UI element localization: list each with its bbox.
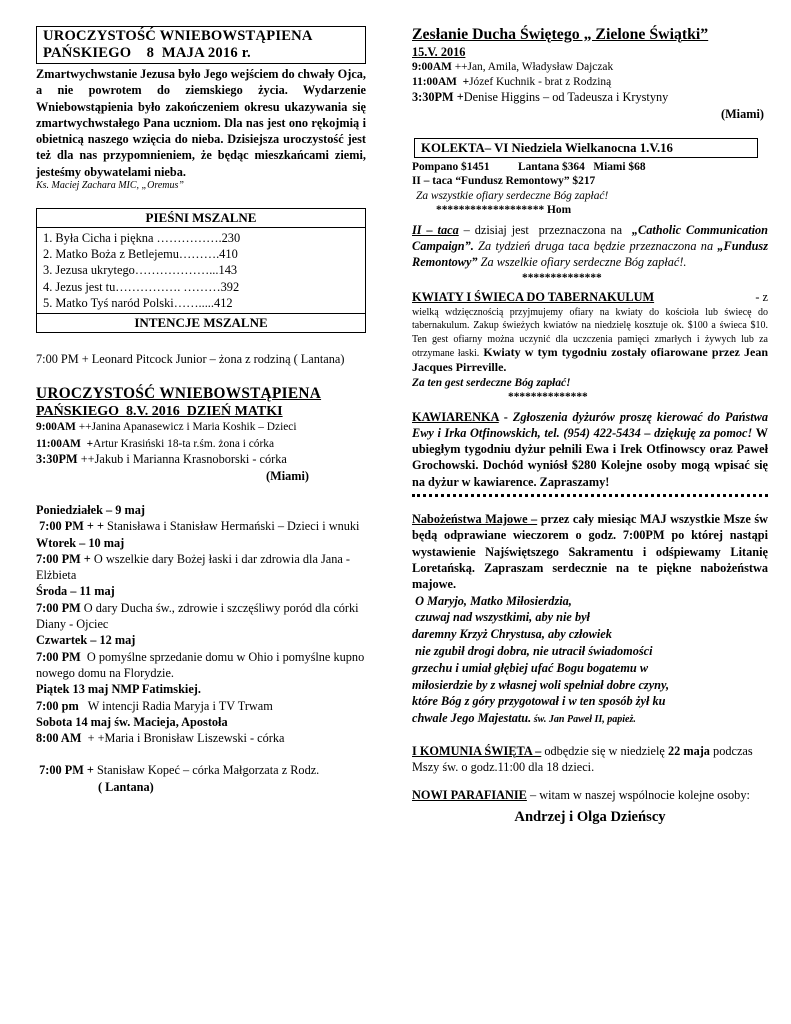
intentions-header: INTENCJE MSZALNE (36, 313, 366, 333)
sunday-title-2: PAŃSKIEGO 8.V. 2016 DZIEŃ MATKI (36, 404, 283, 420)
sunday-1100-time: 11:00AM + (36, 437, 94, 450)
ascension-header-box (36, 26, 366, 64)
kwiaty-heading (412, 289, 768, 305)
pentecost-900-time: 9:00AM (412, 61, 452, 74)
lantana-saturday-text: Stanisław Kopeć – córka Małgorzata z Rodz. (93, 763, 320, 778)
tuesday-day: Wtorek – 10 maj (36, 535, 125, 550)
kolekta-amounts: Pompano $1451 Lantana $364 Miami $68 (412, 160, 646, 173)
taca-label: II – taca (412, 222, 459, 237)
pentecost-miami: (Miami) (720, 106, 764, 121)
sunday-330 (36, 451, 366, 467)
lantana-intention (36, 351, 366, 367)
kwiaty-title: KWIATY I ŚWIECA DO TABERNAKULUM (412, 290, 655, 305)
songs-header: PIEŚNI MSZALNE (36, 208, 366, 228)
songs-box (36, 208, 366, 333)
tuesday-text: O wszelkie dary Bożej łaski i dar zdrowia dla Jana - Elżbieta (36, 551, 350, 583)
lantana-saturday (36, 762, 366, 795)
monday-time: 7:00 PM + + (36, 519, 104, 534)
lantana-saturday-time: 7:00 PM + (36, 763, 94, 778)
prayer-line-last (412, 710, 768, 727)
kawiarenka-contact: Zgłoszenia dyżurów proszę kierować do Państwa Ewy i Irka Otfinowskich, tel. (954) 422-5434 – dziękuję za pomoc! (412, 409, 768, 440)
first-communion-title: I KOMUNIA ŚWIĘTA – (412, 743, 542, 758)
taca-text-1: – dzisiaj jest przeznaczona na (458, 222, 632, 237)
thursday-time: 7:00 PM (36, 649, 81, 664)
right-column (412, 26, 768, 827)
friday-time: 7:00 pm (36, 698, 79, 713)
prayer-line: grzechu i umiał głębiej ufać Bogu bogatemu w (412, 660, 649, 675)
kwiaty-body: wielką wdzięcznością przyjmujemy ofiary na kwiaty do kościoła lub świecę do tabernakulum. Zakup świeżych kwiatów na niedzielę kosztuje ok. $100 a świeca $10. Ten gest ofiarny można uczynić dla uczczenia pamięci zmarłych i żywych lub za otrzymane łaski. (412, 306, 768, 360)
kawiarenka-info: W ubiegłym tygodniu dyżur pełnili Ewa i Irek Otfinowscy oraz Paweł Grochowski. Dochód wyniósł $280 Kolejne osoby mogą wpisać się na dyżur w kawiarence. Zapraszamy! (412, 425, 768, 489)
song-item: 3. Jezusa ukrytego………………...143 (43, 263, 238, 278)
tuesday-time: 7:00 PM + (36, 551, 91, 566)
sunday-miami: (Miami) (266, 468, 310, 483)
stars-divider-2: ************** (508, 391, 588, 404)
tuesday-intention (36, 551, 366, 584)
wednesday-text: O dary Ducha św., zdrowie i szczęśliwy poród dla córki Diany - Ojciec (36, 600, 359, 632)
prayer-line: nie zgubił drogi dobra, nie utracił świadomości (412, 643, 653, 658)
pentecost-1100-text: Józef Kuchnik - brat z Rodziną (469, 75, 612, 88)
majowe-text: przez cały miesiąc MAJ wszystkie Msze św będą odprawiane wieczorem o godz. 7:00PM po której nastąpi wystawienie Najświętszego Sakramentu i odśpiewamy Litanię Loretańską. Zapraszam serdecznie na te piękne nabożeństwa majowe. (412, 512, 768, 592)
pentecost-330-time: 3:30PM + (412, 90, 464, 105)
saturday-text: + +Maria i Bronisław Liszewski - córka (81, 731, 285, 746)
taca-text-2: „Catholic Communication Campaign”. (412, 222, 769, 254)
kwiaty-thanks: Za ten gest serdeczne Bóg zapłać! (412, 376, 571, 389)
left-column (36, 26, 366, 795)
new-parishioners-text: – witam w naszej wspólnocie kolejne osoby: (526, 788, 750, 803)
kolekta-taca: II – taca “Fundusz Remontowy” $217 (412, 175, 596, 188)
friday-day: Piątek 13 maj NMP Fatimskiej. (36, 682, 201, 697)
majowe (412, 511, 768, 592)
lantana-saturday-place: ( Lantana) (98, 779, 154, 794)
sunday-1100 (36, 437, 366, 452)
ascension-header-line1: UROCZYSTOŚĆ WNIEBOWSTĄPIENA (43, 28, 313, 44)
weekday-intentions (36, 502, 366, 746)
prayer-line: O Maryjo, Matko Miłosierdzia, (412, 593, 572, 608)
new-parishioners (412, 787, 768, 803)
kolekta-title: KOLEKTA– VI Niedziela Wielkanocna 1.V.16 (414, 138, 758, 158)
pentecost-1100 (412, 75, 768, 90)
saturday-time: 8:00 AM (36, 731, 82, 746)
saturday-intention (36, 730, 366, 746)
lantana-intention-text: 7:00 PM + Leonard Pitcock Junior – żona z rodziną ( Lantana) (36, 352, 345, 367)
taca-text-4: „Fundusz Remontowy” (412, 239, 768, 270)
first-communion-text-1: odbędzie się w niedzielę (541, 743, 668, 758)
kwiaty-bold: Kwiaty w tym tygodniu zostały ofiarowane przez Jean Jacques Pirreville. (412, 345, 768, 374)
song-item: 2. Matko Boża z Betlejemu……….410 (43, 247, 238, 262)
kawiarenka-title: KAWIARENKA (412, 409, 499, 424)
wednesday-time: 7:00 PM (36, 600, 81, 615)
taca-text-5: Za wszelkie ofiary serdeczne Bóg zapłać!. (477, 255, 687, 270)
saturday-day: Sobota 14 maj św. Macieja, Apostoła (36, 714, 228, 729)
friday-intention (36, 698, 366, 714)
pentecost-900-text: ++Jan, Amila, Władysław Dajczak (451, 61, 614, 74)
kwiaty-dash: - z (755, 290, 768, 305)
stars-divider-1: ************** (522, 271, 602, 284)
song-item: 4. Jezus jest tu……………. ………392 (43, 279, 240, 294)
kawiarenka-dash: - (498, 409, 513, 424)
monday-day: Poniedziałek – 9 maj (36, 502, 145, 517)
ascension-header-line2: PAŃSKIEGO 8 MAJA 2016 r. (43, 45, 251, 61)
ascension-text: Zmartwychwstanie Jezusa było Jego wejściem do chwały Ojca, a nie powrotem do ziemskiego życia. Wydarzenie Wniebowstąpienia było zakończeniem okresu ukazywania się zmartwychwstałego Pana uczniom. Dla nas jest ono rękojmią i obietnicą naszego wzięcia do nieba. Dzisiejsza uroczystość jest też dla nas przypomnieniem, że będąc mieszkańcami ziemi, jesteśmy obywatelami nieba. (36, 67, 366, 179)
friday-text: W intencji Radia Maryja i TV Trwam (78, 698, 273, 713)
new-parishioners-title: NOWI PARAFIANIE (412, 788, 527, 803)
majowe-title: Nabożeństwa Majowe – (412, 512, 538, 527)
sunday-title-1: UROCZYSTOŚĆ WNIEBOWSTĄPIENA (36, 385, 322, 403)
pentecost-330 (412, 89, 768, 105)
songs-list (36, 228, 366, 313)
kawiarenka (412, 409, 768, 490)
pentecost-330-text: Denise Higgins – od Tadeusza i Krystyny (463, 90, 669, 105)
pentecost-date: 15.V. 2016 (412, 45, 466, 59)
first-communion-date: 22 maja (667, 743, 710, 758)
taca-text-3: Za tydzień druga taca będzie przeznaczona na (473, 239, 718, 254)
kolekta-hom: ******************* Hom (436, 204, 572, 217)
song-item: 1. Była Cicha i piękna …………….230 (43, 231, 241, 246)
second-collection (412, 222, 768, 271)
sunday-330-time: 3:30PM (36, 452, 78, 467)
thursday-text: O pomyślne sprzedanie domu w Ohio i pomyślne kupno nowego domu na Florydzie. (36, 649, 368, 680)
song-item: 5. Matko Tyś naród Polski…….....412 (43, 295, 233, 310)
prayer (412, 593, 768, 727)
wednesday-day: Środa – 11 maj (36, 584, 115, 599)
kwiaty-text (412, 306, 768, 376)
prayer-line: które Bóg z góry przygotował i w ten sposób żył ku (412, 694, 666, 709)
prayer-line: chwale Jego Majestatu. (412, 711, 532, 726)
first-communion (412, 743, 768, 776)
sunday-1100-text: Artur Krasiński 18-ta r.śm. żona i córka (93, 437, 275, 450)
pentecost-title: Zesłanie Ducha Świętego „ Zielone Świątki” (412, 26, 709, 43)
thursday-day: Czwartek – 12 maj (36, 633, 136, 648)
monday-text: Stanisława i Stanisław Hermański – Dzieci i wnuki (103, 519, 360, 534)
kolekta-thanks: Za wszystkie ofiary serdeczne Bóg zapłać! (416, 189, 609, 202)
sunday-330-text: ++Jakub i Marianna Krasnoborski - córka (77, 452, 287, 467)
sunday-900 (36, 420, 366, 435)
ascension-signature: Ks. Maciej Zachara MIC, „Oremus” (36, 180, 184, 192)
prayer-line: miłosierdzie by z własnej woli spełniał dobre czyny, (412, 677, 670, 692)
prayer-line: czuwaj nad wszystkimi, aby nie był (412, 610, 590, 625)
thursday-intention (36, 649, 366, 682)
prayer-line: daremny Krzyż Chrystusa, aby człowiek (412, 627, 612, 642)
wednesday-intention (36, 600, 366, 633)
sunday-900-text: ++Janina Apanasewicz i Maria Koshik – Dzieci (78, 421, 297, 434)
prayer-signature: św. Jan Paweł II, papież. (531, 714, 636, 726)
dotted-divider (412, 494, 768, 497)
pentecost-900 (412, 60, 768, 75)
monday-intention (36, 518, 366, 534)
pentecost-1100-time: 11:00AM + (412, 75, 470, 88)
first-communion-text-2: podczas Mszy św. o godz.11:00 dla 18 dzieci. (412, 743, 753, 775)
sunday-900-time: 9:00AM (36, 421, 76, 434)
new-parishioners-names: Andrzej i Olga Dzieńscy (514, 808, 666, 825)
